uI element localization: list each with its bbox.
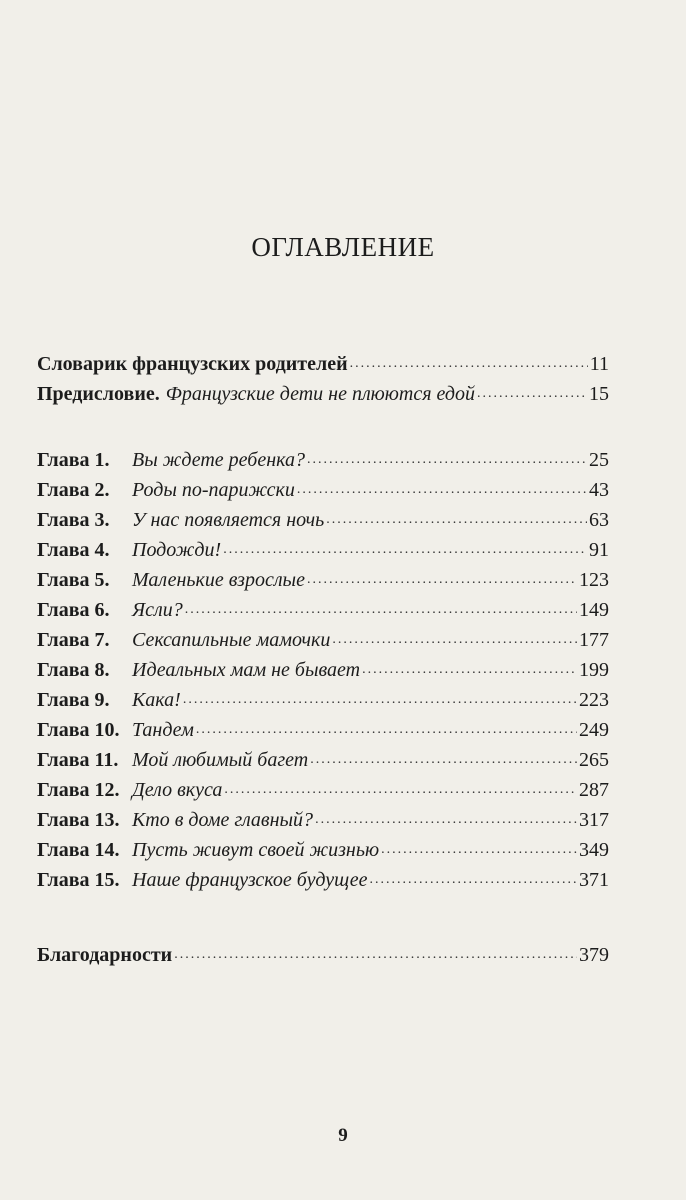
chapter-number: Глава 6. — [37, 599, 110, 621]
dot-leader — [362, 662, 577, 678]
chapter-number: Глава 3. — [37, 509, 110, 531]
dot-leader — [307, 452, 587, 468]
toc-chapter-5[interactable] — [37, 569, 609, 599]
chapter-page: 91 — [589, 539, 609, 561]
chapter-number: Глава 9. — [37, 689, 110, 711]
dot-leader — [223, 542, 587, 558]
chapter-page: 287 — [579, 779, 609, 801]
toc-chapter-2[interactable] — [37, 479, 609, 509]
chapter-title: Ясли? — [132, 599, 183, 621]
chapter-page: 199 — [579, 659, 609, 681]
toc-chapter-11[interactable] — [37, 749, 609, 779]
chapter-page: 177 — [579, 629, 609, 651]
dot-leader — [326, 512, 587, 528]
chapter-page: 249 — [579, 719, 609, 741]
chapter-number: Глава 13. — [37, 809, 120, 831]
dot-leader — [477, 386, 587, 402]
dot-leader — [381, 842, 577, 858]
toc-entry-subtitle: Французские дети не плюются едой — [165, 383, 475, 405]
chapter-number: Глава 10. — [37, 719, 120, 741]
chapter-title: Пусть живут своей жизнью — [132, 839, 380, 861]
chapter-title: Вы ждете ребенка? — [132, 449, 305, 471]
chapter-page: 123 — [579, 569, 609, 591]
dot-leader — [185, 602, 577, 618]
chapter-page: 149 — [579, 599, 609, 621]
toc-chapter-3[interactable] — [37, 509, 609, 539]
chapter-number: Глава 1. — [37, 449, 110, 471]
toc-entry-preface[interactable] — [37, 383, 609, 413]
toc-entry-page: 379 — [579, 944, 609, 966]
dot-leader — [310, 752, 577, 768]
dot-leader — [307, 572, 577, 588]
chapter-number: Глава 7. — [37, 629, 110, 651]
chapter-page: 317 — [579, 809, 609, 831]
dot-leader — [332, 632, 577, 648]
chapter-number: Глава 8. — [37, 659, 110, 681]
toc-front-matter — [37, 353, 609, 413]
chapter-title: У нас появляется ночь — [132, 509, 325, 531]
toc-entry-page: 11 — [589, 353, 609, 375]
toc-back-matter — [37, 944, 609, 974]
chapter-title: Тандем — [132, 719, 194, 741]
toc-entry-page: 15 — [589, 383, 609, 405]
chapter-title: Кто в доме главный? — [132, 809, 314, 831]
chapter-page: 63 — [589, 509, 609, 531]
chapter-page: 25 — [589, 449, 609, 471]
toc-chapter-6[interactable] — [37, 599, 609, 629]
chapter-page: 43 — [589, 479, 609, 501]
dot-leader — [297, 482, 587, 498]
page-number: 9 — [338, 1125, 348, 1146]
chapter-title: Дело вкуса — [132, 779, 223, 801]
toc-chapter-1[interactable] — [37, 449, 609, 479]
chapter-title: Наше французское будущее — [132, 869, 368, 891]
chapter-page: 265 — [579, 749, 609, 771]
toc-chapter-8[interactable] — [37, 659, 609, 689]
toc-entry-label: Благодарности — [37, 944, 173, 966]
toc-chapter-13[interactable] — [37, 809, 609, 839]
dot-leader — [174, 947, 577, 963]
toc-chapter-14[interactable] — [37, 839, 609, 869]
dot-leader — [196, 722, 577, 738]
chapter-title: Роды по-парижски — [132, 479, 295, 501]
toc-entry-label: Словарик французских родителей — [37, 353, 348, 375]
toc-chapter-15[interactable] — [37, 869, 609, 899]
chapter-page: 223 — [579, 689, 609, 711]
chapter-title: Идеальных мам не бывает — [132, 659, 361, 681]
dot-leader — [315, 812, 577, 828]
toc-chapter-10[interactable] — [37, 719, 609, 749]
toc-entry-glossary[interactable] — [37, 353, 609, 383]
chapter-number: Глава 15. — [37, 869, 120, 891]
chapter-title: Сексапильные мамочки — [132, 629, 331, 651]
page-title: ОГЛАВЛЕНИЕ — [251, 232, 435, 262]
toc-chapters — [37, 449, 609, 899]
chapter-page: 349 — [579, 839, 609, 861]
chapter-number: Глава 11. — [37, 749, 119, 771]
toc-chapter-9[interactable] — [37, 689, 609, 719]
chapter-title: Кака! — [132, 689, 181, 711]
toc-chapter-4[interactable] — [37, 539, 609, 569]
toc-entry-acknowledgements[interactable] — [37, 944, 609, 974]
chapter-number: Глава 12. — [37, 779, 120, 801]
chapter-number: Глава 2. — [37, 479, 110, 501]
chapter-page: 371 — [579, 869, 609, 891]
dot-leader — [183, 692, 577, 708]
toc-entry-label: Предисловие. — [37, 383, 160, 405]
toc-chapter-12[interactable] — [37, 779, 609, 809]
chapter-number: Глава 4. — [37, 539, 110, 561]
chapter-number: Глава 14. — [37, 839, 120, 861]
chapter-title: Мой любимый багет — [132, 749, 309, 771]
dot-leader — [369, 872, 577, 888]
chapter-title: Маленькие взрослые — [132, 569, 305, 591]
toc-chapter-7[interactable] — [37, 629, 609, 659]
dot-leader — [350, 356, 588, 372]
chapter-title: Подожди! — [132, 539, 222, 561]
chapter-number: Глава 5. — [37, 569, 110, 591]
dot-leader — [224, 782, 577, 798]
